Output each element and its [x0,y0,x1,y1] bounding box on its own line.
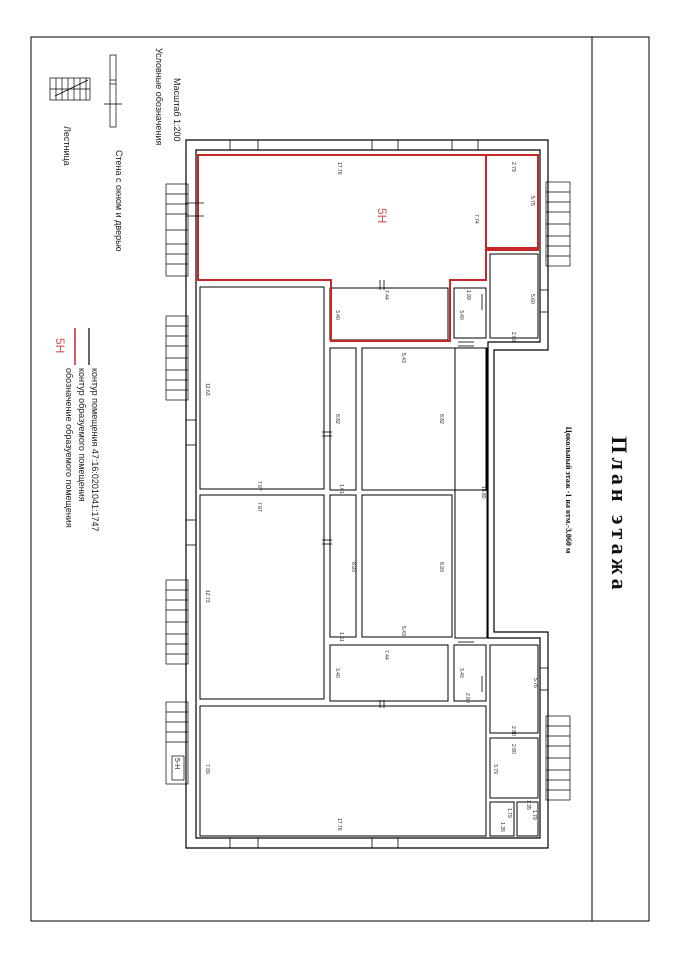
plan-subtitle: Цокольный этаж -1 на отм.-3.060 м [564,426,573,554]
dim-r15-bottom: 2.80 [510,726,516,736]
dim-r13-side: 3.40 [334,668,340,678]
dim-r16-top: 2.80 [510,744,516,754]
dim-r10-top: 7.67 [256,502,262,512]
dim-r8-top: 5.43 [400,353,406,363]
legend-formed-contour: контур образуемого помещения [77,368,87,502]
dim-r17-bottom: 17.76 [336,818,342,831]
dim-r10-side: 12.73 [204,590,210,603]
dim-r7-bottom: 1.61 [338,484,344,494]
dim-r11-side: 8.93 [350,562,356,572]
dim-r18-d: 1.79 [531,810,537,820]
dim-r3-side: 3.40 [334,310,340,320]
stair-right-bottom [546,716,570,800]
stair-left-mid [166,316,188,400]
room-10 [200,495,324,699]
dim-r9-side: 18.80 [480,486,486,499]
legend-mark-sample: 5Н [53,338,67,354]
dim-r1-top: 17.76 [336,162,342,175]
dim-r14-bottom: 2.80 [464,693,470,703]
stairs-group [166,182,570,800]
building-outline [186,140,548,848]
dim-r12-side: 8.93 [438,562,444,572]
dim-r11-bottom: 1.61 [338,632,344,642]
dim-r16-side: 3.79 [492,764,498,774]
wall-window-door-symbol [104,55,122,127]
room-17 [200,706,486,836]
legend-wall-label: Стена с окном и дверью [114,150,124,252]
dim-r13-top: 7.44 [383,650,389,660]
formed-room-mark: 5Н [375,208,389,224]
dim-r15-side: 5.76 [532,678,538,688]
dim-r8-side: 8.82 [438,414,444,424]
dim-r5-side: 5.60 [529,294,535,304]
dim-r7-side: 8.82 [334,414,340,424]
dim-r1-side: 7.74 [473,214,479,224]
legend [50,48,182,531]
formed-room-contour [198,155,538,341]
legend-heading: Условные обозначения [154,48,164,146]
stairs-symbol [50,78,90,100]
room-15 [490,645,538,733]
dim-r6-bottom: 7.67 [256,481,262,491]
dim-r2-side: 5.75 [529,196,535,206]
room-7 [330,348,356,490]
legend-room-contour: контур помещения 47:16:0201041:1747 [90,368,100,532]
dim-r12-bottom: 5.43 [400,626,406,636]
dim-r2-top: 2.79 [510,162,516,172]
room-8 [362,348,486,490]
dim-r5-bottom: 2.80 [510,332,516,342]
dim-r6-side: 12.63 [204,383,210,396]
dim-r4-side: 3.40 [458,310,464,320]
neighbor-room-mark: 5-Н [173,758,180,770]
dim-r17-side: 7.09 [204,764,210,774]
plan-title: План этажа [607,436,632,594]
dim-r4-top: 1.99 [465,290,471,300]
dim-r18-c: 1.35 [499,822,505,832]
legend-formed-mark: обозначение образуемого помещения [64,368,74,528]
stair-left-lower [166,580,188,664]
dim-r14-side: 3.40 [458,668,464,678]
stair-left-top [166,184,188,276]
dim-r18-b: 1.79 [506,808,512,818]
legend-stairs-label: Лестница [62,126,72,166]
stair-right-top [546,182,570,266]
legend-scale: Масштаб 1:200 [172,78,182,142]
dim-r3-top: 7.44 [383,290,389,300]
doors [322,280,482,708]
room-6 [200,287,324,489]
dim-r18-a: 1.35 [525,800,531,810]
